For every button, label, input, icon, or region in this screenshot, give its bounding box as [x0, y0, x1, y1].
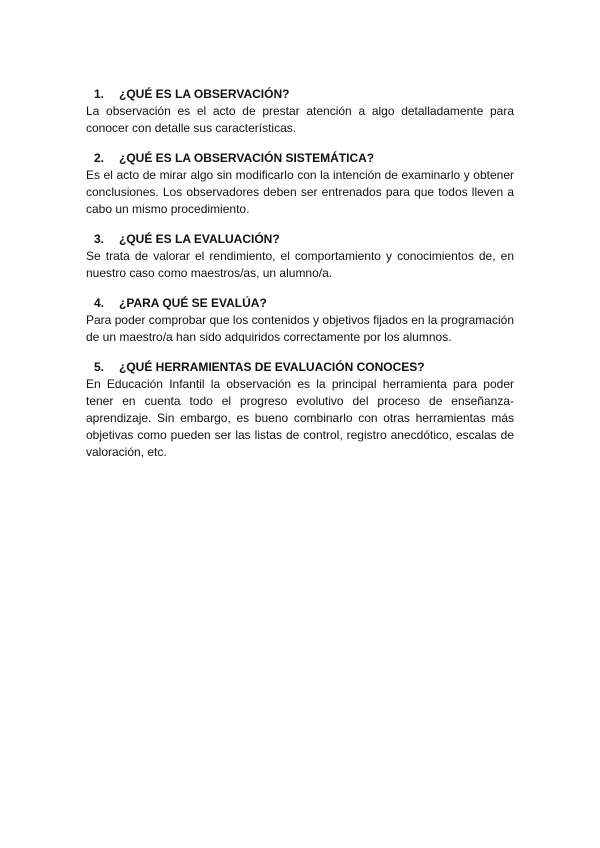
answer-paragraph: Se trata de valorar el rendimiento, el comportamiento y conocimientos de, en nuestro caso como maestros/as, un alumno/a.	[86, 249, 514, 280]
question-heading	[86, 150, 514, 167]
question-text: ¿QUÉ ES LA OBSERVACIÓN?	[119, 87, 290, 101]
answer-paragraph: La observación es el acto de prestar atención a algo detalladamente para conocer con detalle sus características.	[86, 104, 514, 135]
question-number: 3.	[94, 232, 105, 246]
section-4	[86, 295, 514, 346]
question-text: ¿PARA QUÉ SE EVALÚA?	[119, 296, 267, 310]
section-1	[86, 86, 514, 137]
question-number: 1.	[94, 87, 105, 101]
answer-paragraph: Es el acto de mirar algo sin modificarlo con la intención de examinarlo y obtener conclusiones. Los observadores deben ser entrenados para que todos lleven a cabo un mismo procedimiento.	[86, 168, 514, 216]
question-heading	[86, 231, 514, 248]
answer-paragraph: En Educación Infantil la observación es la principal herramienta para poder tener en cuenta todo el progreso evolutivo del proceso de enseñanza-aprendizaje. Sin embargo, es bueno combinarlo con otras herramientas más objetivas como pueden ser las listas de control, registro anecdótico, escalas de valoración, etc.	[86, 377, 514, 459]
section-5	[86, 359, 514, 461]
section-2	[86, 150, 514, 218]
question-number: 5.	[94, 360, 105, 374]
question-number: 2.	[94, 151, 105, 165]
question-text: ¿QUÉ HERRAMIENTAS DE EVALUACIÓN CONOCES?	[119, 360, 425, 374]
document-content	[86, 86, 514, 474]
question-text: ¿QUÉ ES LA OBSERVACIÓN SISTEMÁTICA?	[119, 151, 375, 165]
section-3	[86, 231, 514, 282]
question-heading	[86, 86, 514, 103]
question-number: 4.	[94, 296, 105, 310]
question-text: ¿QUÉ ES LA EVALUACIÓN?	[119, 232, 280, 246]
answer-paragraph: Para poder comprobar que los contenidos y objetivos fijados en la programación de un maestro/a han sido adquiridos correctamente por los alumnos.	[86, 313, 514, 344]
question-heading	[86, 295, 514, 312]
question-heading	[86, 359, 514, 376]
